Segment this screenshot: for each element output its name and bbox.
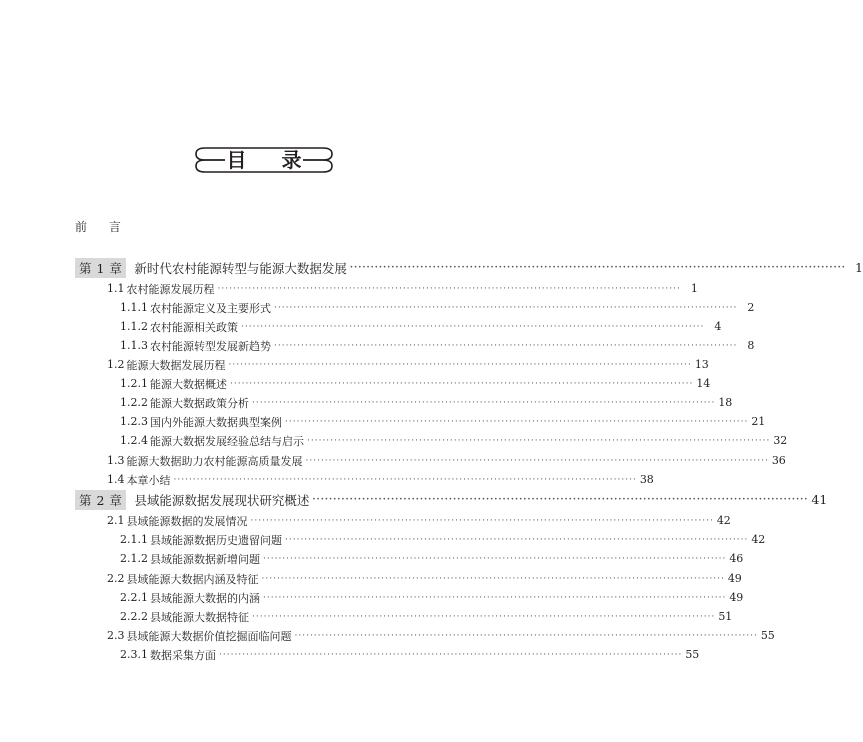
toc-entry-title: 农村能源发展历程: [126, 282, 215, 296]
toc-entry-row: [107, 355, 709, 374]
dot-leader: ························································································································: [241, 321, 705, 332]
toc-entry-title: 县域能源数据历史遗留问题: [150, 533, 282, 547]
preface-heading: 前 言: [75, 220, 130, 234]
toc-entry-title: 县域能源大数据的内涵: [150, 591, 260, 605]
toc-entry-row: [120, 588, 744, 607]
section-number: 2.1.1: [120, 533, 148, 546]
toc-entry-title: 国内外能源大数据典型案例: [150, 415, 282, 429]
toc-entry-title: 能源大数据政策分析: [150, 396, 249, 410]
section-number: 1.4: [107, 473, 125, 486]
toc-entry-row: [107, 626, 775, 645]
toc-entry-row: [107, 569, 742, 588]
toc-entry-title: 县域能源大数据内涵及特征: [126, 572, 259, 586]
dot-leader: ························································································································: [263, 553, 727, 564]
toc-entry-title: 能源大数据概述: [150, 377, 227, 391]
section-number: 1.1: [107, 282, 125, 295]
page-number: 1: [690, 282, 698, 295]
toc-entry-title: 农村能源转型发展新趋势: [150, 339, 271, 353]
section-number: 2.3.1: [120, 648, 148, 661]
toc-entry-title: 数据采集方面: [150, 648, 216, 662]
dot-leader: ························································································································: [285, 534, 749, 545]
toc-title-frame: [193, 146, 335, 174]
section-number: 1.2.1: [120, 377, 148, 390]
toc-entry-row: [120, 645, 700, 664]
dot-leader: ························································································································: [274, 340, 738, 351]
toc-entry-row: [120, 431, 788, 450]
page-number: 4: [714, 320, 722, 333]
page-number: 55: [760, 629, 775, 642]
dot-leader: ························································································································: [307, 435, 771, 446]
toc-entry-title: 县域能源数据发展现状研究概述: [134, 492, 310, 508]
page-number: 36: [771, 454, 786, 467]
dot-leader: ························································································································: [274, 302, 738, 313]
page-number: 49: [727, 572, 742, 585]
toc-entry-row: [120, 607, 733, 626]
toc-entry-row: [120, 298, 755, 317]
toc-entry-title: 县域能源数据的发展情况: [126, 514, 248, 528]
dot-leader: ························································································································: [305, 455, 769, 466]
toc-chapter-row: [75, 490, 828, 509]
toc-entry-row: [107, 279, 698, 298]
page-number: 42: [751, 533, 766, 546]
toc-entry-row: [107, 451, 786, 470]
section-number: 1.2.4: [120, 434, 148, 447]
page-title: 目 录: [226, 148, 316, 172]
page-number: 41: [811, 492, 828, 507]
toc-entry-title: 农村能源定义及主要形式: [150, 301, 271, 315]
page-number: 49: [729, 591, 744, 604]
section-number: 1.2.3: [120, 415, 148, 428]
page-number: 38: [639, 473, 654, 486]
dot-leader: ························································································································: [261, 573, 725, 584]
toc-entry-title: 能源大数据发展经验总结与启示: [150, 434, 304, 448]
dot-leader: ························································································································: [349, 262, 846, 273]
toc-entry-row: [120, 412, 766, 431]
toc-entry-row: [120, 317, 722, 336]
page-number: 46: [729, 552, 744, 565]
dot-leader: ························································································································: [228, 359, 692, 370]
section-number: 2.2.2: [120, 610, 148, 623]
page-number: 14: [696, 377, 711, 390]
page-number: 2: [747, 301, 755, 314]
chapter-number-badge: 第 2 章: [75, 490, 126, 510]
dot-leader: ························································································································: [217, 283, 681, 294]
toc-entry-title: 农村能源相关政策: [150, 320, 238, 334]
dot-leader: ························································································································: [219, 649, 683, 660]
section-number: 1.1.3: [120, 339, 148, 352]
page-number: 8: [747, 339, 755, 352]
toc-entry-row: [120, 530, 766, 549]
section-number: 2.1.2: [120, 552, 148, 565]
section-number: 1.1.1: [120, 301, 148, 314]
toc-entry-title: 县域能源大数据价值挖掘面临问题: [126, 629, 292, 643]
page-number: 55: [685, 648, 700, 661]
toc-entry-row: [120, 393, 733, 412]
section-number: 1.1.2: [120, 320, 148, 333]
section-number: 2.2: [107, 572, 125, 585]
dot-leader: ························································································································: [263, 592, 727, 603]
toc-entry-row: [120, 549, 744, 568]
toc-entry-title: 新时代农村能源转型与能源大数据发展: [134, 260, 347, 276]
toc-entry-row: [120, 374, 711, 393]
page-number: 1: [854, 260, 863, 275]
toc-entry-title: 县域能源数据新增问题: [150, 552, 260, 566]
dot-leader: ························································································································: [312, 494, 809, 505]
section-number: 2.2.1: [120, 591, 148, 604]
dot-leader: ························································································································: [285, 416, 749, 427]
dot-leader: ························································································································: [294, 630, 758, 641]
dot-leader: ························································································································: [230, 378, 694, 389]
page-number: 13: [694, 358, 709, 371]
page-number: 32: [773, 434, 788, 447]
section-number: 1.2: [107, 358, 125, 371]
toc-entry-title: 能源大数据助力农村能源高质量发展: [126, 454, 303, 468]
dot-leader: ························································································································: [250, 515, 714, 526]
section-number: 1.3: [107, 454, 125, 467]
toc-entry-title: 县域能源大数据特征: [150, 610, 249, 624]
toc-chapter-row: [75, 258, 863, 277]
page-number: 18: [718, 396, 733, 409]
dot-leader: ························································································································: [252, 611, 716, 622]
section-number: 1.2.2: [120, 396, 148, 409]
dot-leader: ························································································································: [252, 397, 716, 408]
section-number: 2.1: [107, 514, 125, 527]
section-number: 2.3: [107, 629, 125, 642]
page-number: 21: [751, 415, 766, 428]
page-number: 51: [718, 610, 733, 623]
toc-entry-row: [107, 511, 731, 530]
page-number: 42: [716, 514, 731, 527]
dot-leader: ························································································································: [173, 474, 637, 485]
toc-entry-title: 本章小结: [126, 473, 171, 487]
toc-entry-row: [120, 336, 755, 355]
toc-entry-row: [107, 470, 654, 489]
toc-entry-title: 能源大数据发展历程: [126, 358, 226, 372]
chapter-number-badge: 第 1 章: [75, 258, 126, 278]
